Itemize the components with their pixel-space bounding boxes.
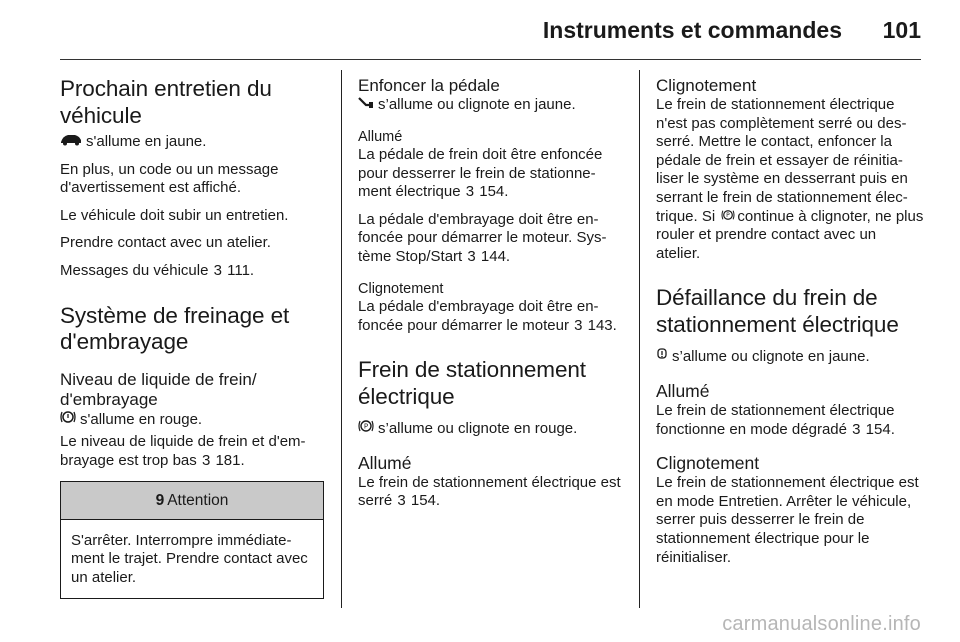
page-ref-icon: 3 [201,452,211,470]
page-ref-icon: 3 [465,183,475,201]
brake-fluid-icon [60,410,76,428]
service-indicator-line: s'allume en jaune. [60,133,328,152]
parking-brake-icon [721,208,735,225]
page-ref-icon: 3 [213,262,222,280]
column-divider [341,70,342,608]
cross-reference: La pédale d'embrayage doit être en- foncée pour démarrer le moteur 3 143. [358,297,617,334]
page-ref-icon: 3 [574,316,583,334]
page-header [0,0,960,62]
cross-reference: Messages du véhicule 3 111. [60,262,255,280]
brake-fluid-indicator-line: s'allume en rouge. [60,410,328,430]
warning-icon: 9 [155,491,165,509]
page-ref-icon: 3 [397,492,406,510]
column-divider [639,70,640,608]
attention-text: S'arrêter. Interrompre immédiate- ment le trajet. Prendre contact avec un atelier. [71,531,308,586]
column-3 [656,70,924,567]
heading-frein-stationnement: Frein de stationnement électrique [358,357,586,409]
attention-header: 9 Attention [61,482,323,520]
attention-box [60,481,324,600]
section-title: Instruments et commandes [542,17,842,43]
paragraph: En plus, un code ou un message d'avertissement est affiché. [60,160,279,197]
header-divider [60,59,921,60]
paragraph: Prendre contact avec un atelier. [60,234,271,252]
paragraph: Le véhicule doit subir un entretien. [60,206,289,224]
paragraph: Le frein de stationnement électrique n'est pas complètement serré ou des- serré. Mettre le contact, enfoncer la pédale de frein et essayer de réinitia- liser le système en desserrant puis en serrant le frein de stationnement élec- trique. Si P continue à clignoter, ne plus rouler et prendre contact avec un atelier. [656,96,924,262]
subheading-clignotement: Clignotement [358,280,444,297]
pedal-indicator-line: s’allume ou clignote en jaune. [358,96,626,115]
subheading-niveau-liquide: Niveau de liquide de frein/ d'embrayage [60,369,257,409]
subheading-enfoncer-pedale: Enfoncer la pédale [358,76,500,95]
subheading-allume: Allumé [656,381,710,402]
svg-text:P: P [363,422,369,431]
svg-text:P: P [726,211,731,219]
parking-brake-fault-icon [656,347,668,365]
pedal-icon [358,96,374,113]
parking-brake-icon [358,419,374,437]
subheading-allume: Allumé [358,128,403,145]
subheading-clignotement: Clignotement [656,453,760,474]
column-2 [358,70,626,511]
subheading-allume: Allumé [358,452,412,473]
cross-reference: La pédale de frein doit être enfoncée pour desserrer le frein de stationne- ment électrique 3 154. [358,146,603,201]
cross-reference: La pédale d'embrayage doit être en- foncée pour démarrer le moteur. Sys- tème Stop/Start 3 144. [358,210,607,265]
cross-reference: Le frein de stationnement électrique fonctionne en mode dégradé 3 154. [656,402,895,438]
wrench-car-icon [60,133,82,150]
cross-reference: Le frein de stationnement électrique est serré 3 154. [358,473,621,510]
heading-systeme-freinage: Système de freinage et d'embrayage [60,302,290,355]
page-ref-icon: 3 [852,420,861,438]
heading-defaillance-frein: Défaillance du frein de stationnement électrique [656,285,899,337]
parking-brake-indicator-line: P s’allume ou clignote en rouge. [358,419,626,439]
column-1 [60,70,328,599]
cross-reference: Le niveau de liquide de frein et d'em- brayage est trop bas 3 181. [60,433,306,470]
subheading-clignotement: Clignotement [656,76,757,95]
heading-prochain-entretien: Prochain entretien du véhicule [60,76,272,128]
page-ref-icon: 3 [467,248,476,265]
paragraph: Le frein de stationnement électrique est en mode Entretien. Arrêter le véhicule, serrer puis desserrer le frein de stationnement électrique pour le réinitialiser. [656,474,919,566]
parking-brake-fault-indicator-line: s’allume ou clignote en jaune. [656,347,924,367]
watermark: carmanualsonline.info [722,613,921,635]
page-number: 101 [882,17,921,43]
